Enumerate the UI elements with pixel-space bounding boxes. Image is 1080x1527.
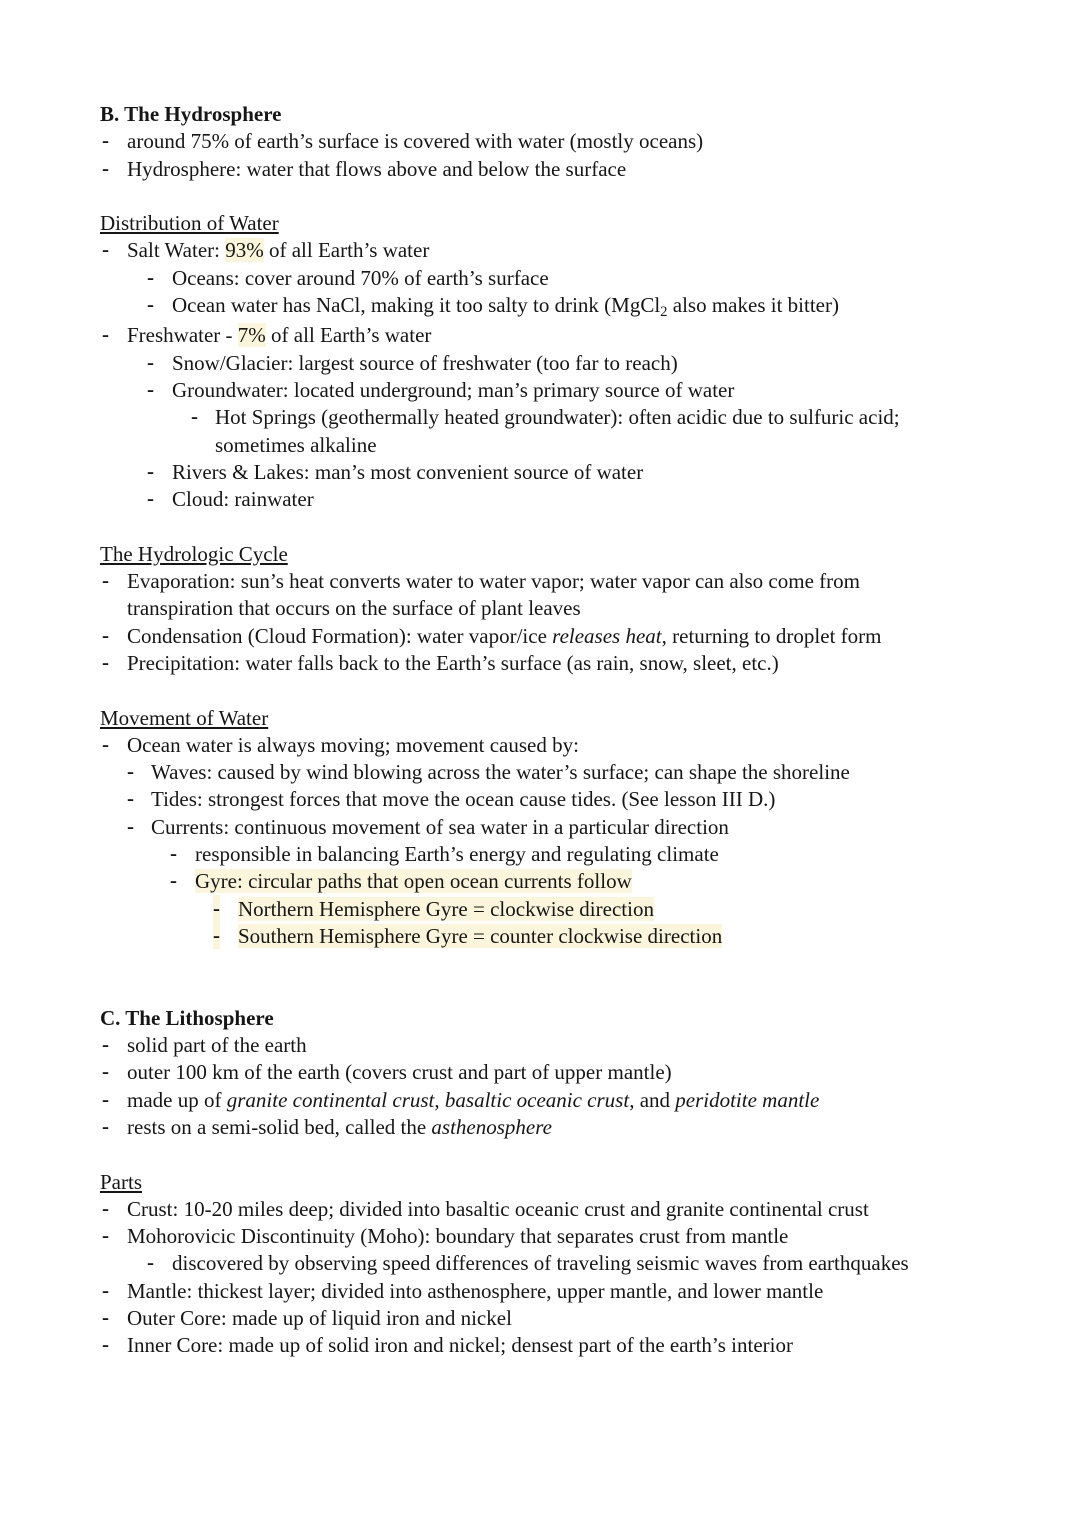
text-segment: Snow/Glacier: largest source of freshwater (too far to reach) [172,350,678,375]
note-line [100,459,985,486]
bullet-dash: - [102,155,109,180]
text-segment: sometimes alkaline [215,432,377,457]
note-line [100,1196,985,1223]
note-line [100,292,985,322]
note-line [100,1332,985,1359]
section-heading [100,541,985,568]
section-heading [100,101,985,128]
note-line [100,896,985,923]
text-segment: Tides: strongest forces that move the ocean cause tides. (See lesson III D.) [151,787,776,812]
note-line [100,350,985,377]
text-segment: Mantle: thickest layer; divided into asthenosphere, upper mantle, and lower mantle [127,1278,824,1303]
text-segment: Currents: continuous movement of sea water in a particular direction [151,814,729,839]
text-segment: discovered by observing speed differences of traveling seismic waves from earthquakes [172,1251,909,1276]
text-segment: Groundwater: located underground; man’s primary source of water [172,377,735,402]
bullet-dash: - [147,292,154,317]
text-segment: Ocean water has NaCl, making it too salty to drink (MgCl [172,293,661,318]
text-segment: Outer Core: made up of liquid iron and nickel [127,1306,512,1331]
text-segment: Inner Core: made up of solid iron and nickel; densest part of the earth’s interior [127,1333,793,1358]
note-line [100,1032,985,1059]
text-segment: basaltic oceanic crust [444,1087,630,1112]
text-segment: Salt Water: [127,238,226,263]
text-segment: transpiration that occurs on the surface of plant leaves [127,596,581,621]
note-line [100,595,985,622]
bullet-dash: - [102,322,109,347]
bullet-dash: - [127,786,134,811]
note-line [100,265,985,292]
note-line [100,404,985,431]
bullet-dash: - [147,264,154,289]
text-segment: around 75% of earth’s surface is covered with water (mostly oceans) [127,129,704,154]
section [100,541,985,677]
bullet-dash: - [147,486,154,511]
text-segment: Waves: caused by wind blowing across the water’s surface; can shape the shoreline [151,760,850,785]
note-line [100,1223,985,1250]
section [100,705,985,951]
bullet-dash: - [102,1195,109,1220]
note-line [100,623,985,650]
text-segment: outer 100 km of the earth (covers crust and part of upper mantle) [127,1060,672,1085]
text-segment: responsible in balancing Earth’s energy and regulating climate [195,842,719,867]
bullet-dash: - [102,237,109,262]
section [100,1005,985,1141]
note-line [100,923,985,950]
heading-text: Parts [100,1169,142,1194]
bullet-dash: - [102,649,109,674]
text-segment: , returning to droplet form [661,623,882,648]
text-segment: made up of [127,1087,227,1112]
bullet-dash: - [147,376,154,401]
note-line [100,237,985,264]
section [100,210,985,513]
bullet-dash: - [127,759,134,784]
bullet-dash: - [102,1223,109,1248]
bullet-dash: - [102,1332,109,1357]
text-segment: Rivers & Lakes: man’s most convenient source of water [172,459,644,484]
note-line [100,650,985,677]
section [100,101,985,183]
bullet-dash: - [147,458,154,483]
bullet-dash: - [102,128,109,153]
note-line [100,786,985,813]
bullet-dash: - [213,922,220,949]
text-segment: peridotite mantle [675,1087,820,1112]
bullet-dash: - [102,622,109,647]
text-segment: Hydrosphere: water that flows above and below the surface [127,156,627,181]
bullet-dash: - [170,868,177,893]
text-segment: Condensation (Cloud Formation): water vapor/ice [127,623,553,648]
bullet-dash: - [213,895,220,922]
heading-text: C. The Lithosphere [100,1005,274,1030]
bullet-dash: - [127,813,134,838]
bullet-dash: - [102,1277,109,1302]
note-line [100,1250,985,1277]
text-segment: 93% [225,238,264,263]
text-segment: of all Earth’s water [265,323,432,348]
section [100,1169,985,1360]
text-segment: Ocean water is always moving; movement caused by: [127,732,579,757]
text-segment: Mohorovicic Discontinuity (Moho): boundary that separates crust from mantle [127,1224,789,1249]
bullet-dash: - [147,349,154,374]
text-segment: Oceans: cover around 70% of earth’s surface [172,265,549,290]
text-segment: 2 [660,304,668,321]
section-heading [100,1169,985,1196]
text-segment: releases heat [552,623,662,648]
section-heading [100,705,985,732]
note-line [100,1278,985,1305]
text-segment: Hot Springs (geothermally heated groundwater): often acidic due to sulfuric acid; [215,405,900,430]
bullet-dash: - [102,1305,109,1330]
text-segment: of all Earth’s water [263,238,430,263]
bullet-dash: - [191,404,198,429]
note-line [100,868,985,895]
text-segment: Evaporation: sun’s heat converts water to water vapor; water vapor can also come from [127,569,860,594]
note-line [100,732,985,759]
heading-text: The Hydrologic Cycle [100,541,288,566]
heading-text: B. The Hydrosphere [100,102,282,126]
text-segment: Cloud: rainwater [172,487,314,512]
bullet-dash: - [102,1086,109,1111]
heading-text: Movement of Water [100,705,269,730]
text-segment: rests on a semi-solid bed, called the [127,1114,432,1139]
bullet-dash: - [102,731,109,756]
note-line [100,1114,985,1141]
note-line [100,156,985,183]
note-line [100,814,985,841]
text-segment: , [434,1087,445,1112]
bullet-dash: - [170,841,177,866]
text-segment: Northern Hemisphere Gyre = clockwise direction [238,896,654,921]
note-line [100,322,985,349]
text-segment: also makes it bitter) [667,293,839,318]
note-line [100,841,985,868]
bullet-dash: - [102,568,109,593]
bullet-dash: - [147,1250,154,1275]
heading-text: Distribution of Water [100,211,279,236]
text-segment: Crust: 10-20 miles deep; divided into basaltic oceanic crust and granite continental crust [127,1196,869,1221]
note-line [100,128,985,155]
note-line [100,432,985,459]
section-heading [100,210,985,237]
text-segment: Freshwater - [127,323,238,348]
text-segment: 7% [237,323,266,348]
text-segment: Precipitation: water falls back to the Earth’s surface (as rain, snow, sleet, etc.) [127,650,779,675]
bullet-dash: - [102,1059,109,1084]
note-line [100,377,985,404]
note-line [100,568,985,595]
note-line [100,1305,985,1332]
note-line [100,1059,985,1086]
bullet-dash: - [102,1113,109,1138]
note-line [100,486,985,513]
text-segment: asthenosphere [431,1114,552,1139]
bullet-dash: - [102,1032,109,1057]
text-segment: , and [629,1087,676,1112]
note-line [100,759,985,786]
text-segment: Gyre: circular paths that open ocean currents follow [195,869,632,894]
note-line [100,1087,985,1114]
text-segment: Southern Hemisphere Gyre = counter clockwise direction [238,923,723,948]
text-segment: solid part of the earth [127,1033,307,1058]
text-segment: granite continental crust [226,1087,435,1112]
section-heading [100,1005,985,1032]
